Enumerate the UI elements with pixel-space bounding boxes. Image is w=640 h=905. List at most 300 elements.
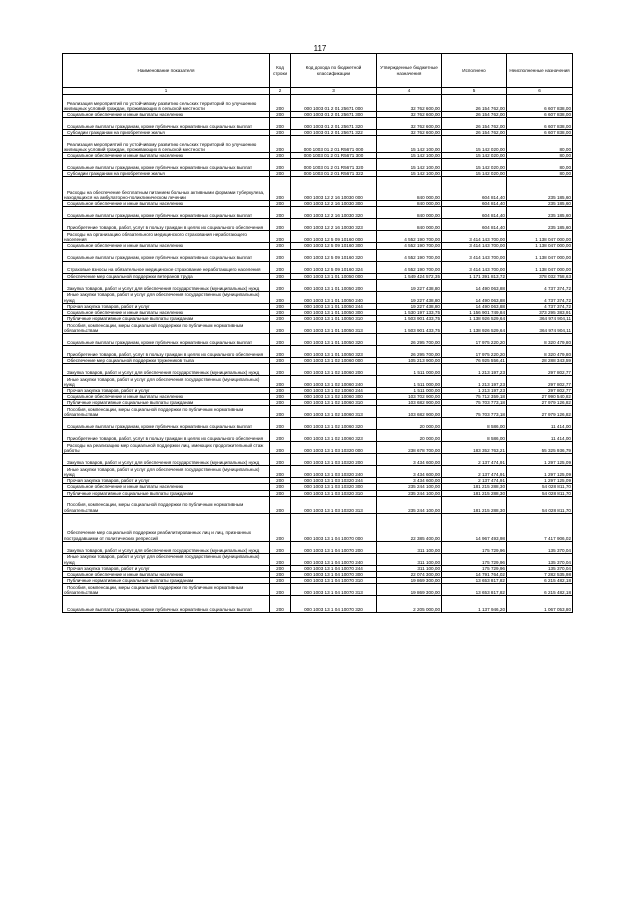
- row-approved: 840 000,00: [377, 177, 442, 201]
- row-executed: 14 967 493,98: [442, 513, 507, 541]
- row-executed: 1 138 926 529,64: [442, 315, 507, 321]
- row-approved: 22 074 300,00: [377, 571, 442, 577]
- row-kbk: 000 1003 13 1 01 10050 000: [291, 273, 377, 279]
- column-number: 2: [270, 88, 291, 95]
- table-row: [63, 513, 573, 541]
- row-name: Приобретение товаров, работ, услуг в пользу граждан в целях их социального обеспечения: [63, 345, 270, 357]
- row-approved: 22 385 400,00: [377, 513, 442, 541]
- row-executed: 604 814,40: [442, 177, 507, 201]
- row-approved: 19 869 300,00: [377, 577, 442, 583]
- row-name: Публичные нормативные социальные выплаты гражданам: [63, 577, 270, 583]
- row-remaining: 6 215 482,18: [507, 583, 573, 595]
- row-code: 200: [270, 553, 291, 565]
- row-executed: 8 586,00: [442, 430, 507, 442]
- row-name: Публичные нормативные социальные выплаты гражданам: [63, 400, 270, 406]
- row-approved: 32 762 600,00: [377, 95, 442, 112]
- row-kbk: 000 1003 13 1 04 10070 200: [291, 541, 377, 553]
- row-name: Публичные нормативные социальные выплаты гражданам: [63, 315, 270, 321]
- row-remaining: 4 737 374,72: [507, 291, 573, 303]
- row-name: Социальное обеспечение и иные выплаты населению: [63, 484, 270, 490]
- row-remaining: 297 802,77: [507, 388, 573, 394]
- row-kbk: 000 1003 13 1 02 10060 200: [291, 364, 377, 376]
- row-approved: 20 000,00: [377, 430, 442, 442]
- table-row: [63, 130, 573, 136]
- row-code: 200: [270, 118, 291, 130]
- row-remaining: 27 990 540,82: [507, 394, 573, 400]
- row-code: 200: [270, 171, 291, 177]
- row-approved: 1 503 901 433,75: [377, 315, 442, 321]
- row-approved: 32 762 600,00: [377, 118, 442, 130]
- table-row: [63, 315, 573, 321]
- row-remaining: 7 417 906,02: [507, 513, 573, 541]
- table-row: [63, 309, 573, 315]
- row-executed: 1 213 197,23: [442, 376, 507, 388]
- row-executed: 26 154 762,00: [442, 118, 507, 130]
- row-executed: 14 490 063,88: [442, 279, 507, 291]
- table-row: [63, 177, 573, 201]
- table-row: [63, 490, 573, 496]
- table-row: [63, 565, 573, 571]
- row-remaining: 4 737 374,72: [507, 279, 573, 291]
- row-executed: 14 791 764,02: [442, 571, 507, 577]
- row-remaining: 235 185,60: [507, 207, 573, 219]
- row-name: Социальные выплаты гражданам, кроме публичных нормативных социальных выплат: [63, 207, 270, 219]
- table-row: [63, 345, 573, 357]
- row-executed: 8 586,00: [442, 418, 507, 430]
- row-kbk: 000 1003 01 2 01 R5671 320: [291, 159, 377, 171]
- row-name: Закупка товаров, работ и услуг для обеспечения государственных (муниципальных) нужд: [63, 541, 270, 553]
- row-name: Закупка товаров, работ и услуг для обеспечения государственных (муниципальных) нужд: [63, 454, 270, 466]
- row-kbk: 000 1003 01 2 01 25671 322: [291, 130, 377, 136]
- row-remaining: 135 370,04: [507, 565, 573, 571]
- row-remaining: 1 067 053,80: [507, 595, 573, 612]
- row-kbk: 000 1003 01 2 01 R5671 300: [291, 153, 377, 159]
- row-approved: 19 227 438,80: [377, 303, 442, 309]
- row-name: Социальное обеспечение и иные выплаты населению: [63, 571, 270, 577]
- header-remaining: Неисполненные назначения: [507, 54, 573, 88]
- row-kbk: 000 1003 12 5 09 10160 300: [291, 243, 377, 249]
- row-code: 200: [270, 364, 291, 376]
- row-remaining: 235 185,60: [507, 177, 573, 201]
- row-kbk: 000 1003 12 2 16 10030 300: [291, 201, 377, 207]
- row-executed: 3 414 143 700,00: [442, 243, 507, 249]
- row-executed: 26 154 762,00: [442, 95, 507, 112]
- row-name: Иные закупки товаров, работ и услуг для обеспечения государственных (муниципальных) нужд: [63, 291, 270, 303]
- row-kbk: 000 1003 13 1 02 10060 323: [291, 430, 377, 442]
- row-name: Обеспечение мер социальной поддержки реабилитированных лиц и лиц, признанных пострадавшими от политических репрессий: [63, 513, 270, 541]
- row-remaining: 6 607 838,00: [507, 130, 573, 136]
- row-code: 200: [270, 112, 291, 118]
- row-name: Обеспечение мер социальной поддержки тружеников тыла: [63, 357, 270, 363]
- table-row: [63, 430, 573, 442]
- row-approved: 840 000,00: [377, 201, 442, 207]
- row-executed: 75 703 773,18: [442, 406, 507, 418]
- row-kbk: 000 1003 13 1 02 10060 320: [291, 418, 377, 430]
- row-executed: 3 414 143 700,00: [442, 261, 507, 273]
- row-name: Социальное обеспечение и иные выплаты населению: [63, 309, 270, 315]
- row-name: Приобретение товаров, работ, услуг в пользу граждан в целях их социального обеспечения: [63, 430, 270, 442]
- row-executed: 604 814,40: [442, 207, 507, 219]
- row-name: Закупка товаров, работ и услуг для обеспечения государственных (муниципальных) нужд: [63, 364, 270, 376]
- row-remaining: 135 370,04: [507, 541, 573, 553]
- row-code: 200: [270, 583, 291, 595]
- row-kbk: 000 1003 12 2 16 10030 000: [291, 177, 377, 201]
- row-name: Реализация мероприятий по устойчивому развитию сельских территорий по улучшению жилищных условий граждан, проживающих в сельской местности: [63, 95, 270, 112]
- row-kbk: 000 1003 12 2 16 10030 320: [291, 207, 377, 219]
- row-executed: 1 156 901 749,84: [442, 309, 507, 315]
- row-name: Социальное обеспечение и иные выплаты населению: [63, 394, 270, 400]
- row-kbk: 000 1003 13 1 04 10070 313: [291, 583, 377, 595]
- table-row: [63, 243, 573, 249]
- row-code: 200: [270, 541, 291, 553]
- table-row: [63, 595, 573, 612]
- table-row: [63, 112, 573, 118]
- row-name: Пособия, компенсации, меры социальной поддержки по публичным нормативным обязательствам: [63, 496, 270, 513]
- row-approved: 15 142 100,00: [377, 159, 442, 171]
- row-approved: 235 244 100,00: [377, 490, 442, 496]
- row-executed: 14 490 063,88: [442, 303, 507, 309]
- row-remaining: 235 185,60: [507, 219, 573, 231]
- table-row: [63, 376, 573, 388]
- row-code: 200: [270, 130, 291, 136]
- row-remaining: 364 974 904,11: [507, 321, 573, 333]
- row-name: Социальные выплаты гражданам, кроме публичных нормативных социальных выплат: [63, 159, 270, 171]
- row-remaining: 8 320 479,80: [507, 345, 573, 357]
- row-code: 200: [270, 484, 291, 490]
- row-executed: 75 712 359,18: [442, 394, 507, 400]
- row-executed: 2 137 474,91: [442, 466, 507, 478]
- row-code: 200: [270, 571, 291, 577]
- row-remaining: 1 138 047 000,00: [507, 261, 573, 273]
- row-approved: 1 511 000,00: [377, 376, 442, 388]
- table-row: [63, 466, 573, 478]
- row-executed: 175 729,96: [442, 541, 507, 553]
- row-kbk: 000 1003 13 1 03 10320 244: [291, 478, 377, 484]
- row-approved: 105 213 900,00: [377, 357, 442, 363]
- column-number: 4: [377, 88, 442, 95]
- row-name: Закупка товаров, работ и услуг для обеспечения государственных (муниципальных) нужд: [63, 279, 270, 291]
- row-code: 200: [270, 95, 291, 112]
- row-remaining: 135 370,04: [507, 553, 573, 565]
- row-code: 200: [270, 595, 291, 612]
- row-kbk: 000 1003 13 1 01 10050 300: [291, 309, 377, 315]
- row-kbk: 000 1003 01 2 01 25671 000: [291, 95, 377, 112]
- row-approved: 1 511 000,00: [377, 388, 442, 394]
- row-code: 200: [270, 394, 291, 400]
- table-row: [63, 159, 573, 171]
- row-remaining: 6 607 838,00: [507, 118, 573, 130]
- row-approved: 1 503 901 433,75: [377, 321, 442, 333]
- row-remaining: 235 185,60: [507, 201, 573, 207]
- header-approved: Утвержденные бюджетные назначения: [377, 54, 442, 88]
- row-approved: 3 434 600,00: [377, 454, 442, 466]
- table-row: [63, 583, 573, 595]
- row-approved: 19 227 438,80: [377, 291, 442, 303]
- row-remaining: 7 282 535,98: [507, 571, 573, 577]
- row-remaining: 54 028 811,70: [507, 490, 573, 496]
- table-row: [63, 553, 573, 565]
- row-code: 200: [270, 273, 291, 279]
- table-row: [63, 207, 573, 219]
- row-executed: 1 213 197,23: [442, 388, 507, 394]
- row-approved: 19 869 300,00: [377, 583, 442, 595]
- row-remaining: 1 138 047 000,00: [507, 249, 573, 261]
- row-code: 200: [270, 400, 291, 406]
- row-remaining: 27 979 126,82: [507, 406, 573, 418]
- row-name: Прочая закупка товаров, работ и услуг: [63, 565, 270, 571]
- row-name: Расходы на организацию обязательного медицинского страхования неработающего населения: [63, 231, 270, 243]
- row-kbk: 000 1003 01 2 01 R5671 322: [291, 171, 377, 177]
- row-name: Прочая закупка товаров, работ и услуг: [63, 478, 270, 484]
- column-number: 1: [63, 88, 270, 95]
- row-name: Публичные нормативные социальные выплаты гражданам: [63, 490, 270, 496]
- row-executed: 604 814,40: [442, 201, 507, 207]
- row-approved: 1 511 000,00: [377, 364, 442, 376]
- header-name: Наименование показателя: [63, 54, 270, 88]
- row-name: Прочая закупка товаров, работ и услуг: [63, 303, 270, 309]
- table-row: [63, 418, 573, 430]
- row-kbk: 000 1003 13 1 04 10070 320: [291, 595, 377, 612]
- column-number: 6: [507, 88, 573, 95]
- row-kbk: 000 1003 13 1 04 10070 000: [291, 513, 377, 541]
- row-code: 200: [270, 153, 291, 159]
- row-remaining: 364 974 904,11: [507, 315, 573, 321]
- row-executed: 1 171 391 813,72: [442, 273, 507, 279]
- row-remaining: 80,00: [507, 171, 573, 177]
- row-name: Иные закупки товаров, работ и услуг для обеспечения государственных (муниципальных) нужд: [63, 553, 270, 565]
- row-remaining: 297 802,77: [507, 376, 573, 388]
- row-remaining: 54 028 811,70: [507, 484, 573, 490]
- row-name: Социальные выплаты гражданам, кроме публичных нормативных социальных выплат: [63, 418, 270, 430]
- row-name: Приобретение товаров, работ, услуг в пользу граждан в целях их социального обеспечения: [63, 219, 270, 231]
- table-row: [63, 95, 573, 112]
- row-kbk: 000 1003 13 1 03 10320 300: [291, 484, 377, 490]
- row-remaining: 11 414,00: [507, 418, 573, 430]
- row-kbk: 000 1003 12 2 16 10030 323: [291, 219, 377, 231]
- header-row: [63, 54, 573, 88]
- row-remaining: 28 288 343,59: [507, 357, 573, 363]
- row-executed: 26 154 762,00: [442, 130, 507, 136]
- row-approved: 2 205 000,00: [377, 595, 442, 612]
- row-code: 200: [270, 406, 291, 418]
- row-remaining: 4 737 374,72: [507, 303, 573, 309]
- table-row: [63, 442, 573, 454]
- table-row: [63, 171, 573, 177]
- row-kbk: 000 1003 13 1 04 10070 310: [291, 577, 377, 583]
- header-executed: Исполнено: [442, 54, 507, 88]
- row-code: 200: [270, 478, 291, 484]
- row-kbk: 000 1003 13 1 01 10050 323: [291, 345, 377, 357]
- row-kbk: 000 1003 13 1 04 10070 240: [291, 553, 377, 565]
- table-row: [63, 153, 573, 159]
- row-executed: 2 137 474,91: [442, 478, 507, 484]
- row-remaining: 6 215 482,18: [507, 577, 573, 583]
- row-name: Обеспечение мер социальной поддержки ветеранов труда: [63, 273, 270, 279]
- table-row: [63, 496, 573, 513]
- table-row: [63, 478, 573, 484]
- row-kbk: 000 1003 13 1 03 10320 310: [291, 490, 377, 496]
- header-code: Код строки: [270, 54, 291, 88]
- row-kbk: 000 1003 01 2 01 25671 320: [291, 118, 377, 130]
- row-kbk: 000 1003 13 1 03 10320 000: [291, 442, 377, 454]
- row-approved: 235 244 100,00: [377, 484, 442, 490]
- table-row: [63, 279, 573, 291]
- row-approved: 840 000,00: [377, 219, 442, 231]
- row-kbk: 000 1003 13 1 02 10060 000: [291, 357, 377, 363]
- row-kbk: 000 1003 13 1 01 10050 310: [291, 315, 377, 321]
- row-approved: 103 682 900,00: [377, 400, 442, 406]
- row-kbk: 000 1003 01 2 01 R5671 000: [291, 136, 377, 153]
- row-approved: 19 227 438,80: [377, 279, 442, 291]
- row-code: 200: [270, 249, 291, 261]
- row-code: 200: [270, 321, 291, 333]
- table-row: [63, 333, 573, 345]
- row-code: 200: [270, 201, 291, 207]
- row-approved: 4 552 190 700,00: [377, 231, 442, 243]
- row-executed: 181 215 288,30: [442, 496, 507, 513]
- column-number-row: [63, 88, 573, 95]
- row-remaining: 80,00: [507, 159, 573, 171]
- row-approved: 4 552 190 700,00: [377, 249, 442, 261]
- row-kbk: 000 1003 13 1 02 10060 300: [291, 394, 377, 400]
- row-kbk: 000 1003 13 1 04 10070 300: [291, 571, 377, 577]
- table-row: [63, 219, 573, 231]
- row-kbk: 000 1003 13 1 02 10060 313: [291, 406, 377, 418]
- row-executed: 13 653 817,82: [442, 577, 507, 583]
- table-row: [63, 454, 573, 466]
- row-approved: 20 000,00: [377, 418, 442, 430]
- row-name: Страховые взносы на обязательное медицинское страхование неработающего населения: [63, 261, 270, 273]
- row-code: 200: [270, 376, 291, 388]
- row-executed: 1 213 197,23: [442, 364, 507, 376]
- table-row: [63, 577, 573, 583]
- row-remaining: 378 032 758,63: [507, 273, 573, 279]
- row-approved: 311 100,00: [377, 565, 442, 571]
- row-name: Иные закупки товаров, работ и услуг для обеспечения государственных (муниципальных) нужд: [63, 466, 270, 478]
- row-name: Социальные выплаты гражданам, кроме публичных нормативных социальных выплат: [63, 249, 270, 261]
- table-body: [63, 95, 573, 613]
- row-code: 200: [270, 315, 291, 321]
- row-name: Пособия, компенсации, меры социальной поддержки по публичным нормативным обязательствам: [63, 406, 270, 418]
- row-executed: 15 142 020,00: [442, 153, 507, 159]
- row-name: Прочая закупка товаров, работ и услуг: [63, 388, 270, 394]
- row-executed: 15 142 020,00: [442, 171, 507, 177]
- row-name: Социальное обеспечение и иные выплаты населению: [63, 153, 270, 159]
- row-executed: 15 142 020,00: [442, 136, 507, 153]
- page-number: 117: [313, 44, 327, 53]
- row-approved: 32 762 600,00: [377, 112, 442, 118]
- row-remaining: 1 138 047 000,00: [507, 231, 573, 243]
- row-executed: 175 729,96: [442, 565, 507, 571]
- row-name: Пособия, компенсации, меры социальной поддержки по публичным нормативным обязательствам: [63, 321, 270, 333]
- row-executed: 17 975 220,20: [442, 333, 507, 345]
- header-kbk: Код дохода по бюджетной классификации: [291, 54, 377, 88]
- row-executed: 3 414 143 700,00: [442, 231, 507, 243]
- row-name: Пособия, компенсации, меры социальной поддержки по публичным нормативным обязательствам: [63, 583, 270, 595]
- row-kbk: 000 1003 13 1 01 10050 244: [291, 303, 377, 309]
- row-executed: 76 925 556,41: [442, 357, 507, 363]
- row-name: Социальные выплаты гражданам, кроме публичных нормативных социальных выплат: [63, 333, 270, 345]
- table-row: [63, 484, 573, 490]
- row-name: Социальные выплаты гражданам, кроме публичных нормативных социальных выплат: [63, 595, 270, 612]
- row-executed: 175 729,96: [442, 553, 507, 565]
- row-remaining: 1 297 125,09: [507, 466, 573, 478]
- table-row: [63, 249, 573, 261]
- row-code: 200: [270, 231, 291, 243]
- row-name: Субсидии гражданам на приобретение жилья: [63, 171, 270, 177]
- row-kbk: 000 1003 13 1 02 10060 240: [291, 376, 377, 388]
- row-approved: 26 295 700,00: [377, 333, 442, 345]
- row-executed: 26 154 762,00: [442, 112, 507, 118]
- row-approved: 26 295 700,00: [377, 345, 442, 357]
- row-approved: 311 100,00: [377, 553, 442, 565]
- row-approved: 840 000,00: [377, 207, 442, 219]
- row-code: 200: [270, 357, 291, 363]
- row-remaining: 6 607 838,00: [507, 95, 573, 112]
- row-approved: 32 762 600,00: [377, 130, 442, 136]
- table-row: [63, 201, 573, 207]
- row-remaining: 6 607 838,00: [507, 112, 573, 118]
- row-code: 200: [270, 418, 291, 430]
- row-code: 200: [270, 442, 291, 454]
- row-name: Расходы на обеспечение бесплатным питанием больных активными формами туберкулеза, находящихся на амбулаторно-поликлиническом лечении: [63, 177, 270, 201]
- column-number: 5: [442, 88, 507, 95]
- row-code: 200: [270, 496, 291, 513]
- row-executed: 183 352 763,21: [442, 442, 507, 454]
- row-approved: 103 682 900,00: [377, 406, 442, 418]
- row-code: 200: [270, 345, 291, 357]
- row-code: 200: [270, 279, 291, 291]
- row-remaining: 55 325 936,79: [507, 442, 573, 454]
- row-name: Расходы на реализацию мер социальной поддержки лиц, имеющих продолжительный стаж работы: [63, 442, 270, 454]
- row-executed: 14 490 063,88: [442, 291, 507, 303]
- row-kbk: 000 1003 13 1 02 10060 244: [291, 388, 377, 394]
- row-approved: 3 434 600,00: [377, 478, 442, 484]
- row-code: 200: [270, 454, 291, 466]
- table-row: [63, 357, 573, 363]
- row-code: 200: [270, 309, 291, 315]
- row-code: 200: [270, 291, 291, 303]
- row-executed: 181 215 288,30: [442, 490, 507, 496]
- row-executed: 1 138 926 529,64: [442, 321, 507, 333]
- row-executed: 17 975 220,20: [442, 345, 507, 357]
- row-kbk: 000 1003 12 5 09 10160 320: [291, 249, 377, 261]
- row-code: 200: [270, 565, 291, 571]
- row-name: Реализация мероприятий по устойчивому развитию сельских территорий по улучшению жилищных условий граждан, проживающих в сельской местности: [63, 136, 270, 153]
- row-code: 200: [270, 388, 291, 394]
- row-kbk: 000 1003 01 2 01 25671 300: [291, 112, 377, 118]
- row-remaining: 1 297 125,09: [507, 478, 573, 484]
- row-approved: 15 142 100,00: [377, 153, 442, 159]
- table-row: [63, 273, 573, 279]
- table-row: [63, 364, 573, 376]
- table-row: [63, 400, 573, 406]
- row-approved: 311 100,00: [377, 541, 442, 553]
- table-row: [63, 541, 573, 553]
- table-row: [63, 136, 573, 153]
- row-code: 200: [270, 466, 291, 478]
- row-approved: 4 552 190 700,00: [377, 261, 442, 273]
- row-name: Социальное обеспечение и иные выплаты населению: [63, 112, 270, 118]
- row-code: 200: [270, 177, 291, 201]
- row-name: Социальное обеспечение и иные выплаты населению: [63, 243, 270, 249]
- table-row: [63, 291, 573, 303]
- row-executed: 2 137 474,91: [442, 454, 507, 466]
- row-remaining: 8 320 479,80: [507, 333, 573, 345]
- row-executed: 181 215 288,30: [442, 484, 507, 490]
- row-executed: 15 142 020,00: [442, 159, 507, 171]
- row-remaining: 11 414,00: [507, 430, 573, 442]
